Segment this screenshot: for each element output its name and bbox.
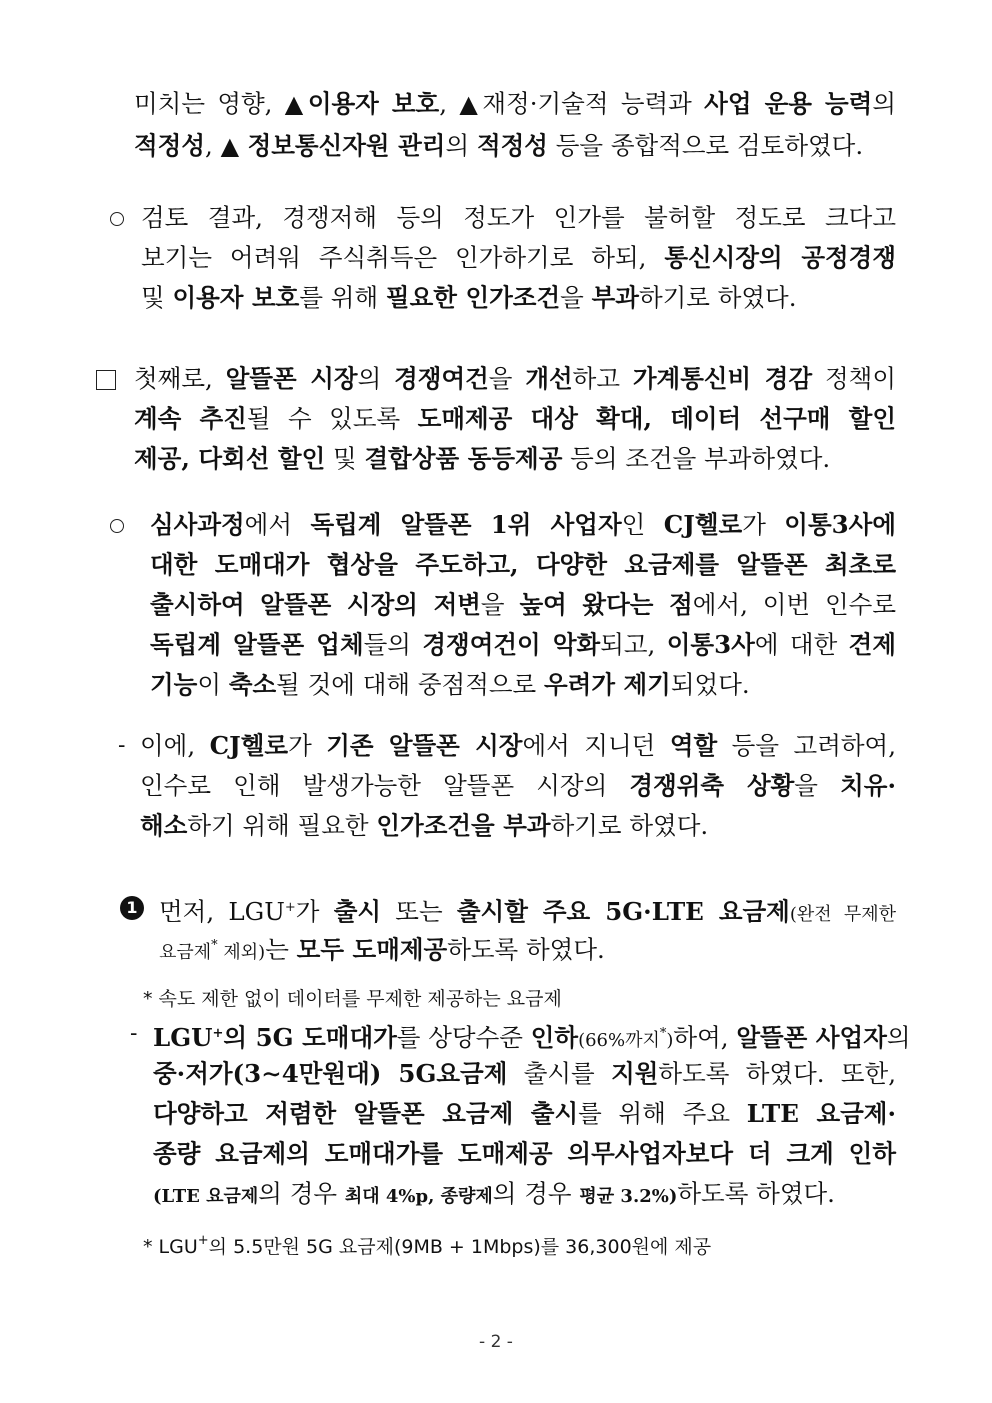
dash2-line-1: LGU+의 5G 도매대가를 상당수준 인하(66%까지*)하여, 알뜰폰 사업자의 [153, 1023, 911, 1052]
first-line-3: 제공, 다회선 할인 및 결합상품 동등제공 등의 조건을 부과하였다. [134, 444, 831, 473]
dash-bullet: - [130, 1021, 138, 1046]
review-line-3: 및 이용자 보호를 위해 필요한 인가조건을 부과하기로 하였다. [141, 283, 797, 312]
footnote-5g-plan: * LGU+의 5.5만원 5G 요금제(9MB + 1Mbps)를 36,300원에 제공 [143, 1233, 712, 1258]
triangle-bullet-icon: ▲ [459, 90, 483, 118]
triangle-bullet-icon: ▲ [220, 132, 240, 160]
review2-line-5: 기능이 축소될 것에 대해 중점적으로 우려가 제기되었다. [150, 670, 750, 699]
intro-line-2: 적정성, ▲ 정보통신자원 관리의 적정성 등을 종합적으로 검토하였다. [134, 131, 864, 160]
item1-line-1: 먼저, LGU+가 출시 또는 출시할 주요 5G·LTE 요금제(완전 무제한 [159, 897, 896, 926]
page-number: - 2 - [479, 1332, 513, 1352]
triangle-bullet-icon: ▲ [284, 90, 308, 118]
dash2-line-5: (LTE 요금제의 경우 최대 4%p, 종량제의 경우 평균 3.2%)하도록 하였다. [153, 1179, 835, 1208]
dash1-line-2: 인수로 인해 발생가능한 알뜰폰 시장의 경쟁위축 상황을 치유· [140, 771, 896, 800]
review-line-1: 검토 결과, 경쟁저해 등의 정도가 인가를 불허할 정도로 크다고 [141, 203, 896, 232]
circle-bullet-icon [110, 212, 124, 226]
review-line-2: 보기는 어려워 주식취득은 인가하기로 하되, 통신시장의 공정경쟁 [141, 243, 896, 272]
intro-line-1: 미치는 영향, ▲이용자 보호, ▲재정·기술적 능력과 사업 운용 능력의 [134, 89, 896, 118]
review2-line-2: 대한 도매대가 협상을 주도하고, 다양한 요금제를 알뜰폰 최초로 [150, 550, 896, 579]
review2-line-4: 독립계 알뜰폰 업체들의 경쟁여건이 악화되고, 이통3사에 대한 견제 [150, 630, 896, 659]
number-one-icon: 1 [120, 896, 144, 920]
footnote-unlimited: * 속도 제한 없이 데이터를 무제한 제공하는 요금제 [143, 988, 562, 1010]
review2-line-1: 심사과정에서 독립계 알뜰폰 1위 사업자인 CJ헬로가 이통3사에 [150, 510, 896, 539]
square-bullet-icon [96, 370, 116, 390]
review2-line-3: 출시하여 알뜰폰 시장의 저변을 높여 왔다는 점에서, 이번 인수로 [150, 590, 896, 619]
dash2-line-3: 다양하고 저렴한 알뜰폰 요금제 출시를 위해 주요 LTE 요금제· [153, 1099, 896, 1128]
dash-bullet: - [118, 733, 126, 758]
item1-line-2: 요금제* 제외)는 모두 도매제공하도록 하였다. [159, 935, 605, 964]
dash1-line-1: 이에, CJ헬로가 기존 알뜰폰 시장에서 지니던 역할 등을 고려하여, [140, 731, 896, 760]
dash1-line-3: 해소하기 위해 필요한 인가조건을 부과하기로 하였다. [140, 811, 709, 840]
first-line-1: 첫째로, 알뜰폰 시장의 경쟁여건을 개선하고 가계통신비 경감 정책이 [134, 364, 896, 393]
first-line-2: 계속 추진될 수 있도록 도매제공 대상 확대, 데이터 선구매 할인 [134, 404, 896, 433]
dash2-line-2: 중·저가(3∼4만원대) 5G요금제 출시를 지원하도록 하였다. 또한, [153, 1059, 896, 1088]
circle-bullet-icon [110, 519, 124, 533]
dash2-line-4: 종량 요금제의 도매대가를 도매제공 의무사업자보다 더 크게 인하 [153, 1139, 896, 1168]
